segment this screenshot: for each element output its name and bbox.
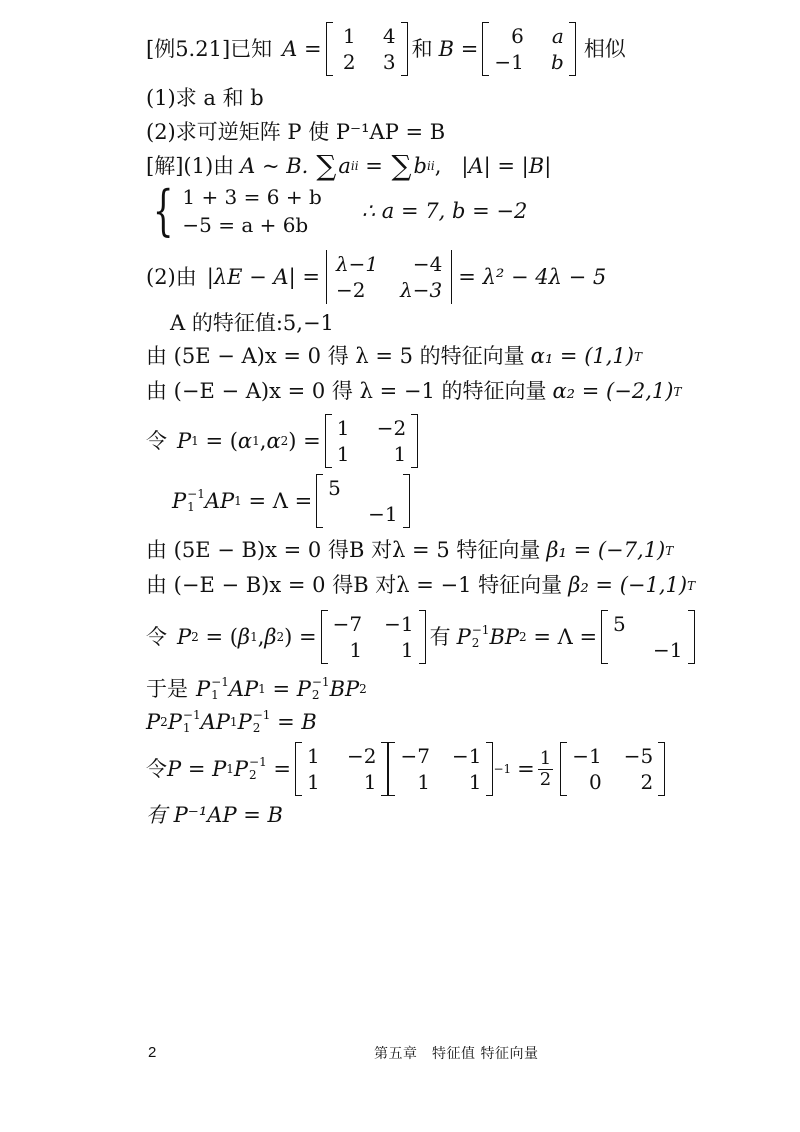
solution-part1: [解](1)由 A ~ B. ∑ a ii = ∑ b ii , | A | = | B | [146,149,552,182]
final-conclusion: 有 P⁻¹AP = B [146,803,283,827]
fraction-half: $\frac{1}{2}$ [539,747,552,790]
matrix-a: 1 4 2 3 [326,22,408,76]
matrix-p-result: −1 −5 0 2 [560,742,665,796]
eigvec-b-1: 由 (5E − B)x = 0 得B 对λ = 5 特征向量 β₁ = (−7,1) T [146,538,674,562]
example-statement: [例5.21]已知 A = 1 4 2 3 和 B = 6 a −1 b 相似 [146,24,626,74]
example-label: [例5.21]已知 [146,36,273,61]
char-matrix: λ−1 −4 −2 λ−3 [324,250,454,304]
eigvec-b-2: 由 (−E − B)x = 0 得B 对λ = −1 特征向量 β₂ = (−1,1) T [146,573,696,597]
result-ab: ∴ a = 7, b = −2 [361,198,528,223]
matrix-p2: −7 −1 1 1 [321,610,426,664]
p2-definition: 令 P 2 = ( β 1 , β 2 ) = −7 −1 1 1 有 P −1 2 BP 2 = Λ = 5 −1 [146,610,699,664]
equation-2: −5 = a + 6b [182,213,309,237]
question-1: (1)求 a 和 b [146,86,264,110]
similarity-line: P 2 P −1 1 AP 1 P −1 2 = B [146,708,317,735]
eigenvalues: A 的特征值:5,−1 [170,311,334,335]
matrix-lambda-1: 5 −1 [316,474,409,528]
equality-line: 于是 P −1 1 AP 1 = P −1 2 BP 2 [146,675,367,702]
page-number: 2 [148,1044,157,1061]
eigvec-a-1: 由 (5E − A)x = 0 得 λ = 5 的特征向量 α₁ = (1,1) T [146,344,643,368]
p1-definition: 令 P 1 = ( α 1 , α 2 ) = 1 −2 1 1 [146,414,422,468]
chapter-title: 第五章 特征值 特征向量 [374,1046,539,1062]
matrix-lambda-2: 5 −1 [601,610,694,664]
question-2: (2)求可逆矩阵 P 使 P⁻¹AP = B [146,120,446,144]
matrix-p1: 1 −2 1 1 [325,414,418,468]
p-computation: 令 P = P 1 P −1 2 = 1 −2 1 1 −7 −1 1 1 −1 = $\frac{1}{2}$ −1 −5 0 2 [146,742,669,796]
matrix-p2-again: −7 −1 1 1 [388,742,493,796]
matrix-b: 6 a −1 b [482,22,575,76]
equation-1: 1 + 3 = 6 + b [182,185,322,209]
diagonalization-a: P −1 1 AP 1 = Λ = 5 −1 [172,474,414,528]
equation-system: { 1 + 3 = 6 + b −5 = a + 6b ∴ a = 7, b = −2 [152,179,528,242]
matrix-p1-again: 1 −2 1 1 [295,742,388,796]
characteristic-polynomial: (2)由 | λE − A | = λ−1 −4 −2 λ−3 = λ² − 4λ − 5 [146,252,607,302]
eigvec-a-2: 由 (−E − A)x = 0 得 λ = −1 的特征向量 α₂ = (−2,1) T [146,379,682,403]
